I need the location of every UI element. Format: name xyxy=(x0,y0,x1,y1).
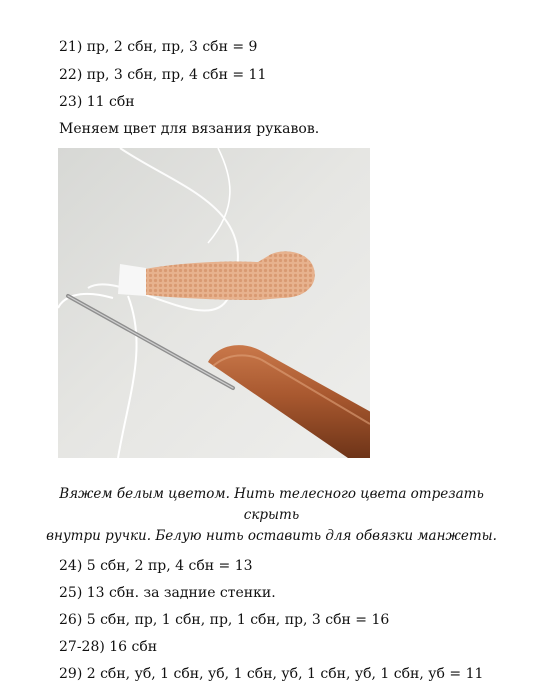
row-29: 29) 2 сбн, уб, 1 сбн, уб, 1 сбн, уб, 1 сбн, уб, 1 сбн, уб = 11 xyxy=(59,666,484,682)
row-22: 22) пр, 3 сбн, пр, 4 сбн = 11 xyxy=(59,67,267,83)
crochet-arm-illustration xyxy=(58,148,370,458)
caption-line-2: внутри ручки. Белую нить оставить для обвязки манжеты. xyxy=(46,528,497,544)
caption-line-1: Вяжем белым цветом. Нить телесного цвета отрезать скрыть xyxy=(59,486,484,523)
row-23: 23) 11 сбн xyxy=(59,94,135,110)
crochet-photo xyxy=(58,148,370,458)
section-heading: Меняем цвет для вязания рукавов. xyxy=(59,121,320,137)
row-25: 25) 13 сбн. за задние стенки. xyxy=(59,585,276,601)
crochet-cuff xyxy=(118,264,146,296)
row-27-28: 27-28) 16 сбн xyxy=(59,639,158,655)
row-26: 26) 5 сбн, пр, 1 сбн, пр, 1 сбн, пр, 3 сбн = 16 xyxy=(59,612,390,628)
photo-caption xyxy=(40,484,503,547)
row-21: 21) пр, 2 сбн, пр, 3 сбн = 9 xyxy=(59,39,258,55)
row-24: 24) 5 сбн, 2 пр, 4 сбн = 13 xyxy=(59,558,253,574)
